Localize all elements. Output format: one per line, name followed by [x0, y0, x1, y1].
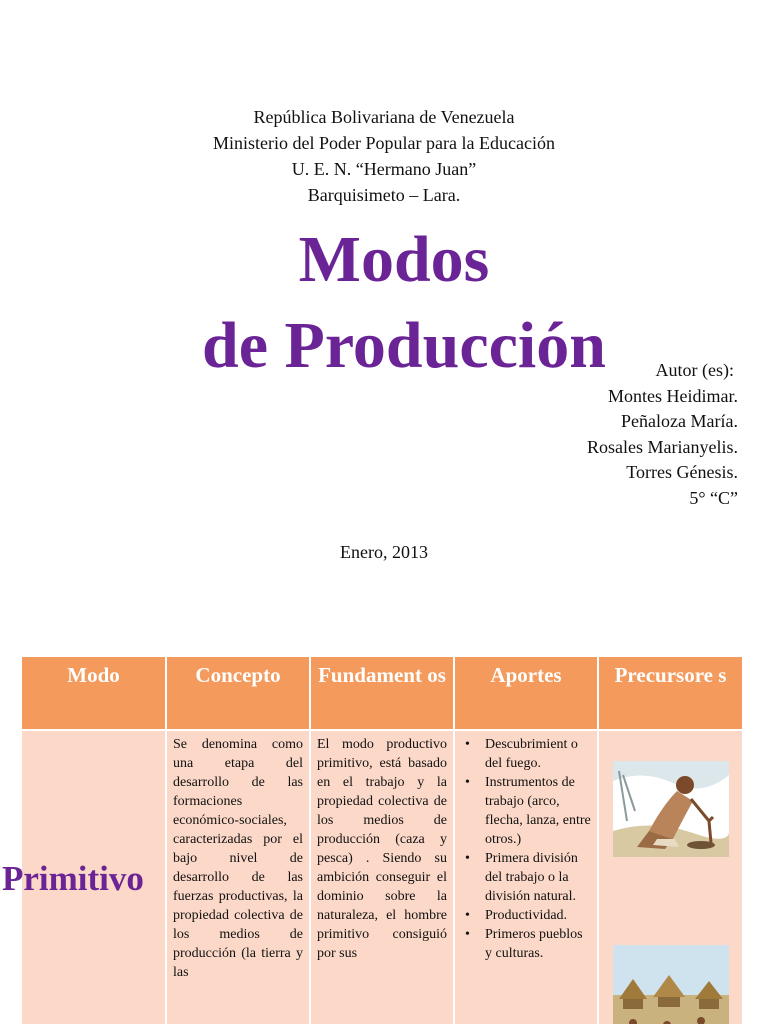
header-precursores: Precursore s — [598, 657, 742, 730]
primitive-village-image — [613, 945, 729, 1024]
table-row — [22, 730, 742, 1024]
list-item: • Primeros pueblos y culturas. — [485, 925, 591, 963]
list-item: • Instrumentos de trabajo (arco, flecha, lanza, entre otros.) — [485, 773, 591, 849]
mode-cell — [2, 730, 166, 1024]
concepto-cell: Se denomina como una etapa del desarrollo de las formaciones económico-sociales, caracterizadas por el bajo nivel de desarrollo de las fuerzas productivas, la propiedad colectiva de los medios de producción (la tierra y las — [166, 730, 310, 1024]
title-line-2: de Producción — [202, 309, 606, 382]
header-fundamentos: Fundament os — [310, 657, 454, 730]
author-grade: 5° “C” — [689, 487, 738, 508]
header-line-school: U. E. N. “Hermano Juan” — [291, 159, 477, 179]
fundamentos-cell: El modo productivo primitivo, está basado en el trabajo y la propiedad colectiva de los medios de producción (caza y pesca) . Siendo su ambición conseguir el dominio sobre la naturaleza, el hombre primitivo consiguió por sus — [310, 730, 454, 1024]
header-concepto: Concepto — [166, 657, 310, 730]
header-aportes: Aportes — [454, 657, 598, 730]
title-line-1: Modos — [298, 223, 490, 296]
precursores-cell — [598, 730, 742, 1024]
authors-block — [587, 358, 738, 511]
header-line-city: Barquisimeto – Lara. — [307, 185, 461, 205]
primitive-man-kneeling-image — [613, 761, 729, 857]
institution-header — [0, 104, 768, 208]
author-name: Peñaloza María. — [621, 411, 738, 431]
list-item: • Descubrimient o del fuego. — [485, 735, 591, 773]
header-line-ministry: Ministerio del Poder Popular para la Educación — [213, 133, 555, 153]
aportes-cell — [454, 730, 598, 1024]
author-name: Montes Heidimar. — [608, 385, 738, 406]
list-item: • Primera división del trabajo o la división natural. — [485, 849, 591, 906]
list-item: • Productividad. — [485, 906, 591, 925]
table-header-row — [22, 657, 742, 730]
aportes-list — [461, 735, 591, 963]
author-name: Torres Génesis. — [626, 462, 738, 482]
document-date: Enero, 2013 — [340, 542, 428, 562]
header-modo: Modo — [22, 657, 166, 730]
author-name: Rosales Marianyelis. — [587, 436, 738, 457]
header-line-republic: República Bolivariana de Venezuela — [253, 107, 515, 127]
modes-table — [2, 657, 742, 1024]
mode-name: Primitivo — [2, 859, 144, 898]
authors-label: Autor (es): — [655, 360, 734, 380]
